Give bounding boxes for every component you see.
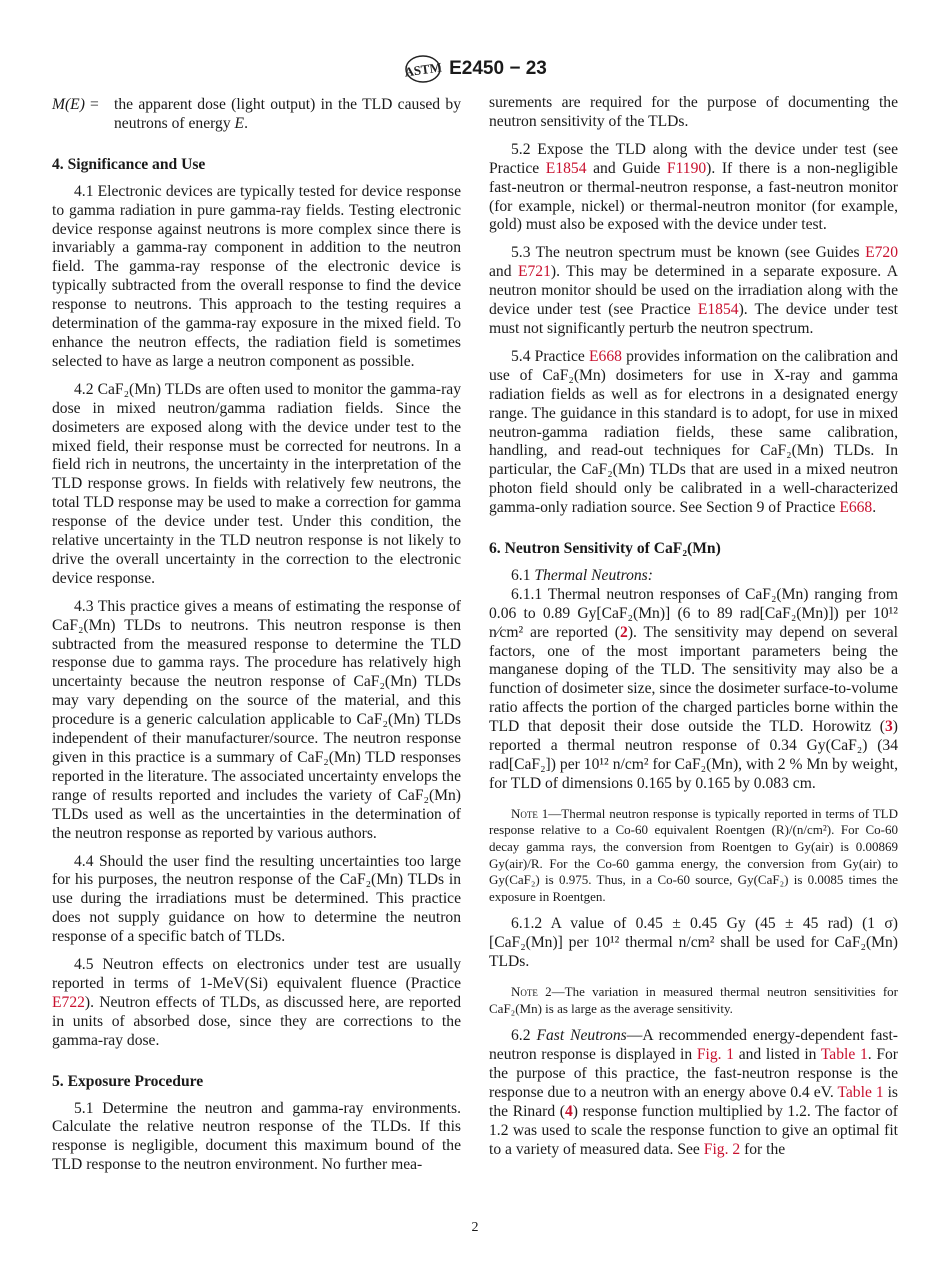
note-1 xyxy=(489,806,898,906)
text-run: ) reported a thermal neutron response of 0.34 Gy(CaF₂) (34 rad[CaF₂]) per 10¹² n/cm² for CaF₂(Mn), with 2 % Mn by weight, for TLD of dimensions 0.165 by 0.165 by 0.083 cm. xyxy=(489,718,898,792)
text-run: 6.1.1 Thermal neutron responses of CaF₂(Mn) ranging from 0.06 to 0.89 Gy[CaF₂(Mn)] (6 to 89 rad[CaF₂(Mn)]) per 10¹² n⁄cm² are reported ( xyxy=(489,585,898,641)
definition-body xyxy=(114,96,461,134)
paragraph-6-1-2 xyxy=(489,915,898,972)
text-run: 4.2 CaF₂(Mn) TLDs are often used to monitor the gamma-ray dose in mixed neutron/gamma radiation fields. Since the dosimeters are exposed along with the device under test to the mixed field, their response must be corrected for neutrons. In a field rich in neutrons, the uncertainty in the interpretation of the TLD response grows. In fields with relatively few neutrons, the total TLD response may be used to make a correction for gamma response of the device under test. Under this condition, the relative uncertainty in the TLD neutron response is not likely to drive the overall uncertainty in the correction to the electronic device response. xyxy=(52,380,461,587)
text-run: ) response function multiplied by 1.2. The factor of 1.2 was used to scale the response function to give an optimal fit to a variety of measured data. See xyxy=(489,1102,898,1158)
paragraph-4-4 xyxy=(52,853,461,948)
paragraph-4-5 xyxy=(52,956,461,1051)
text-run: . For the purpose of this practice, the fast-neutron response is the response due to a neutron with an energy above 0.4 eV. xyxy=(489,1046,898,1101)
citation-link[interactable]: 2 xyxy=(620,623,628,641)
text-run: 5.4 Practice xyxy=(511,347,590,365)
paragraph-5-1-continued xyxy=(489,94,898,132)
document-designation: E2450 − 23 xyxy=(449,58,547,79)
text-run: surements are required for the purpose of documenting the neutron sensitivity of the TLDs. xyxy=(489,94,898,130)
text-run: 4.4 Should the user find the resulting uncertainties too large for his purposes, the neutron response of the CaF₂(Mn) TLDs in use during the irradiations must be determined. This practice does not supply guidance on how to determine the neutron response of a specific batch of TLDs. xyxy=(52,852,461,946)
text-run: is the Rinard ( xyxy=(489,1084,898,1120)
paragraph-6-1-1 xyxy=(489,586,898,794)
text-run: 6.1.2 A value of 0.45 ± 0.45 Gy (45 ± 45 rad) (1 σ) [CaF₂(Mn)] per 10¹² thermal n/cm² shall be used for CaF₂(Mn) TLDs. xyxy=(489,915,898,971)
reference-link[interactable]: E721 xyxy=(517,263,551,281)
paragraph-4-2 xyxy=(52,381,461,589)
astm-logo-icon xyxy=(403,54,443,84)
text-run: 6.2 xyxy=(511,1027,537,1045)
text-run: ). The device under test must not significantly perturb the neutron spectrum. xyxy=(489,301,898,337)
text-run: ). If there is a non-negligible fast-neutron or thermal-neutron response, a fast-neutron monitor (for example, nickel) or thermal-neutron monitor (for example, gold) must also be exposed with the device under test. xyxy=(489,159,898,234)
definition-equals: = xyxy=(90,96,99,113)
paragraph-4-3 xyxy=(52,598,461,844)
paragraph-4-1 xyxy=(52,183,461,372)
paragraph-5-2 xyxy=(489,141,898,236)
svg-text:ASTM: ASTM xyxy=(403,59,443,80)
paragraph-5-3 xyxy=(489,244,898,339)
text-run: 2—The variation in measured thermal neutron sensitivities for CaF₂(Mn) is as large as the average sensitivity. xyxy=(489,984,898,1016)
text-run: 4.3 This practice gives a means of estimating the response of CaF₂(Mn) TLDs to neutrons. This neutron response is then subtracted from the measured response to determine the TLD response due to gamma rays. The procedure has relatively high uncertainty because the neutron response of CaF₂(Mn) TLDs may vary depending on the source of the material, and this procedure is a generic calculation applicable to CaF₂(Mn) TLDs independent of their manufacturer/source. The neutron response given in this practice is a summary of CaF₂(Mn) TLD responses reported in the literature. The associated uncertainty envelops the range of results reported and includes the variety of CaF₂(Mn) TLDs used as well as the uncertainties in the determination of the neutron response as reported by various authors. xyxy=(52,597,461,842)
reference-link[interactable]: Fig. 1 xyxy=(696,1046,735,1064)
text-run: . xyxy=(244,114,248,132)
note-label: Note xyxy=(511,984,538,1000)
reference-link[interactable]: Fig. 2 xyxy=(703,1140,741,1158)
paragraph-5-1 xyxy=(52,1100,461,1176)
citation-link[interactable]: 4 xyxy=(564,1102,573,1120)
italic-run: Thermal Neutrons: xyxy=(534,566,653,584)
section-heading-5: 5. Exposure Procedure xyxy=(52,1072,204,1090)
definition-term: M(E) xyxy=(52,96,85,113)
text-run: 5.1 Determine the neutron and gamma-ray environments. Calculate the relative neutron response of the TLDs. If this response is negligible, document this maximum bound of the TLD response to the neutron environment. No further mea- xyxy=(52,1099,461,1174)
reference-link[interactable]: E668 xyxy=(839,499,873,517)
text-run: . xyxy=(872,499,877,517)
text-run: and xyxy=(489,263,518,281)
reference-link[interactable]: E1854 xyxy=(697,301,739,319)
text-run: the apparent dose (light output) in the TLD caused by neutrons of energy xyxy=(114,96,461,132)
right-column xyxy=(489,94,898,1169)
reference-link[interactable]: E720 xyxy=(865,244,898,262)
text-run: and Guide xyxy=(586,159,667,177)
paragraph-6-1 xyxy=(489,567,898,586)
citation-link[interactable]: 3 xyxy=(885,718,893,736)
text-run: 4.1 Electronic devices are typically tested for device response to gamma radiation in pure gamma-ray fields. Testing electronic device response against neutrons is more complex since there is invariably a gamma-ray component in addition to the neutron field. The gamma-ray response of the electronic device is typically subtracted from the overall response to find the device response to neutrons. This approach to the testing requires a determination of the gamma-ray exposure in the mixed field. To enhance the neutron effects, the radiation field is sometimes selected to have as large a neutron component as possible. xyxy=(52,182,461,370)
italic-run: E xyxy=(234,114,245,132)
reference-link[interactable]: E722 xyxy=(52,993,85,1011)
text-run: ). This may be determined in a separate exposure. A neutron monitor should be used on the irradiation along with the device under test (see Practice xyxy=(489,263,898,319)
text-run: for the xyxy=(740,1140,786,1158)
section-heading-6: 6. Neutron Sensitivity of CaF₂(Mn) xyxy=(489,540,721,558)
italic-run: Fast Neutrons xyxy=(536,1027,627,1045)
reference-link[interactable]: Table 1 xyxy=(820,1046,868,1064)
text-run: ). Neutron effects of TLDs, as discussed here, are reported in units of absorbed dose, since they are corrections to the gamma-ray dose. xyxy=(52,993,461,1049)
reference-link[interactable]: E1854 xyxy=(545,159,587,177)
page-number: 2 xyxy=(471,1220,479,1235)
text-run: 5.2 Expose the TLD along with the device under test (see Practice xyxy=(489,140,898,177)
paragraph-6-2 xyxy=(489,1027,898,1159)
reference-link[interactable]: F1190 xyxy=(666,159,707,177)
text-run: and listed in xyxy=(734,1046,821,1064)
text-run: provides information on the calibration and use of CaF₂(Mn) dosimeters for use in X-ray and gamma radiation fields as well as for electrons in a designated energy range. The guidance in this standard is to adopt, for use in mixed neutron-gamma radiation fields, these same calibration, handling, and read-out techniques for CaF₂(Mn) TLDs. In particular, the CaF₂(Mn) TLDs that are used in a mixed neutron photon field should only be calibrated in a well-characterized gamma-only radiation source. See Section 9 of Practice xyxy=(489,347,898,517)
text-run: 1—Thermal neutron response is typically reported in terms of TLD response relative to a Co-60 equivalent Roentgen (R)/(n/cm²). For Co-60 decay gamma rays, the conversion from Roentgen to Gy(air) is 0.00869 Gy(air)/R. For the Co-60 gamma energy, the conversion from Gy(air) to Gy(CaF₂) is 0.975. Thus, in a Co-60 source, Gy(CaF₂) is 0.0085 times the exposure in Roentgen. xyxy=(489,805,898,904)
text-run: 6.1 xyxy=(511,566,535,584)
reference-link[interactable]: E668 xyxy=(589,347,622,365)
reference-link[interactable]: Table 1 xyxy=(837,1084,884,1101)
left-column xyxy=(52,96,461,1184)
text-run: —A recommended energy-dependent fast-neutron response is displayed in xyxy=(489,1027,898,1064)
note-label: Note xyxy=(511,805,538,821)
page-header xyxy=(0,54,950,84)
note-2 xyxy=(489,984,898,1017)
text-run: ). The sensitivity may depend on several factors, one of the most important parameters being the manganese doping of the TLD. The sensitivity may also be a function of dosimeter size, since the dosimeter surface-to-volume ratio affects the portion of the charged particles borne within the TLD that deposit their dose outside the TLD. Horowitz ( xyxy=(489,623,898,736)
text-run: 4.5 Neutron effects on electronics under test are usually reported in terms of 1-MeV(Si) equivalent fluence (Practice xyxy=(52,956,461,992)
definition-m-e xyxy=(52,96,461,134)
section-heading-4: 4. Significance and Use xyxy=(52,155,206,173)
text-run: 5.3 The neutron spectrum must be known (see Guides xyxy=(511,244,866,262)
paragraph-5-4 xyxy=(489,348,898,518)
